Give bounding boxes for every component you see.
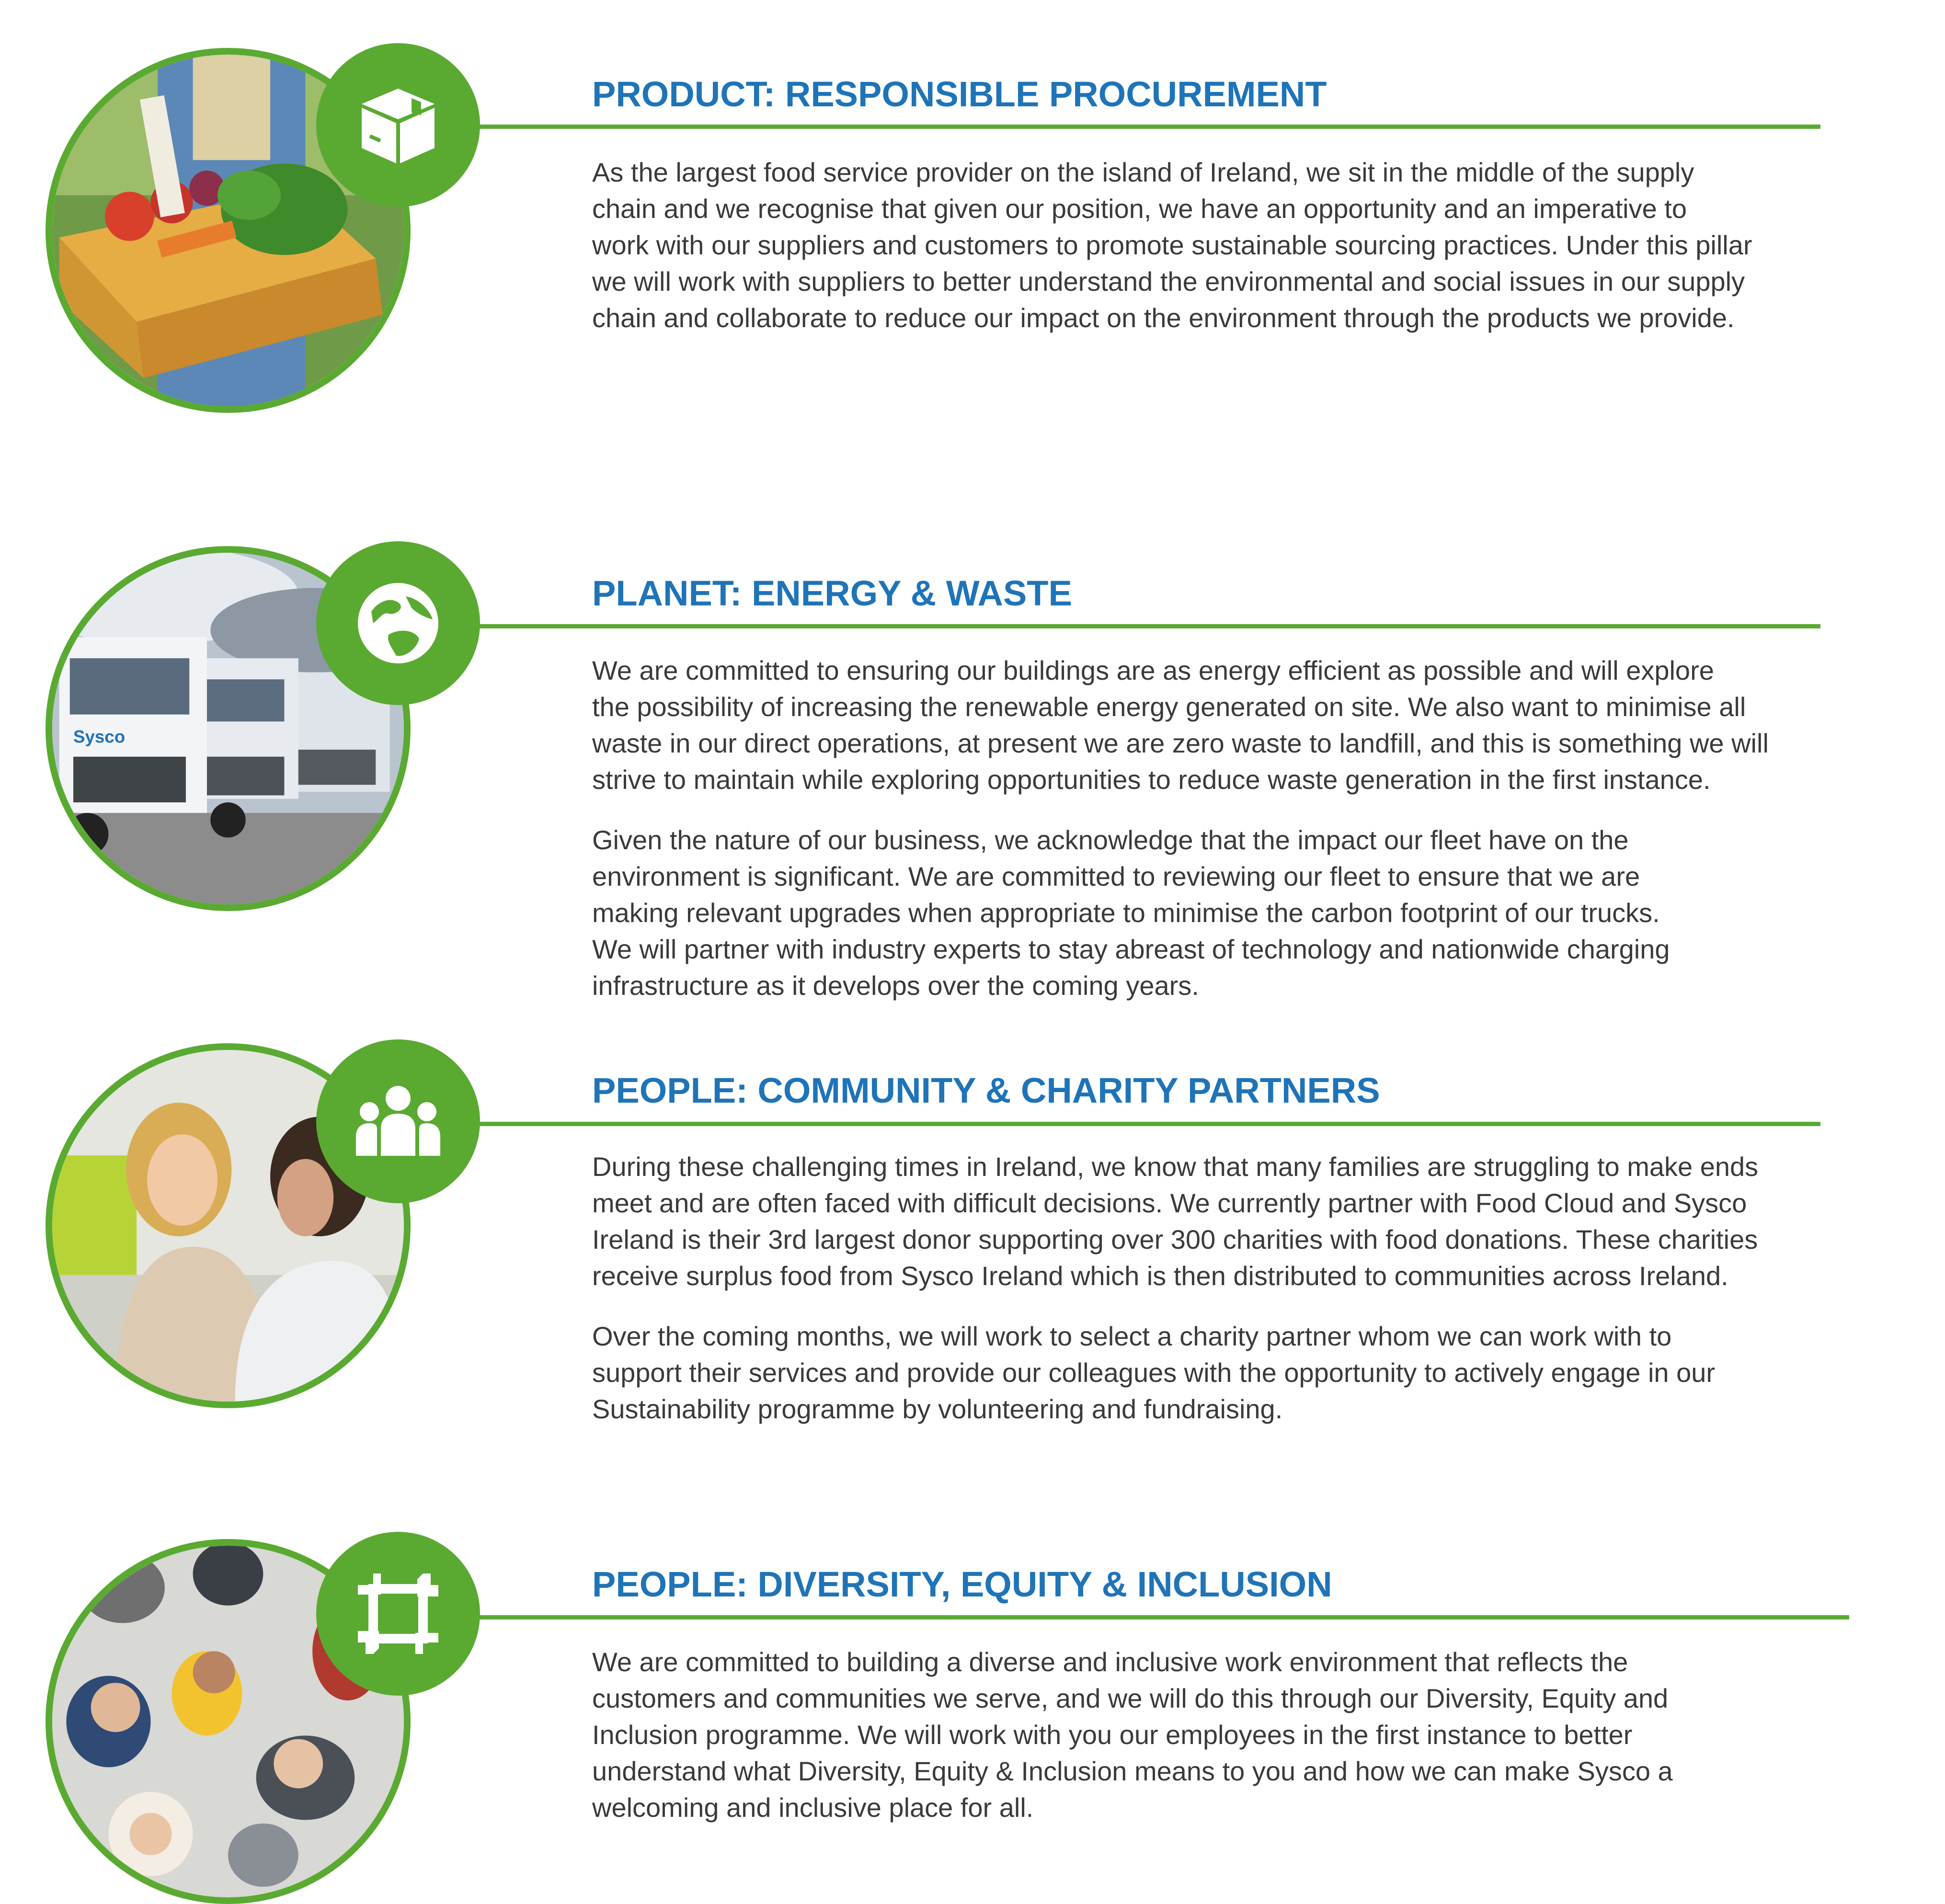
- hands-circle-icon: [350, 1566, 446, 1662]
- diversity-badge: [316, 1532, 480, 1696]
- section-heading: PRODUCT: RESPONSIBLE PROCUREMENT: [592, 74, 1327, 114]
- section-body: [592, 652, 1819, 1004]
- paragraph: During these challenging times in Ireland, we know that many families are struggling to make ends meet and are often faced with difficult decisions. We currently partner with Food Cloud and Sysco Ireland is their 3rd largest donor supporting over 300 charities with food donations. These charities receive surplus food from Sysco Ireland which is then distributed to communities across Ireland.: [592, 1152, 1759, 1291]
- section-body: [592, 1644, 1819, 1826]
- paragraph: Over the coming months, we will work to select a charity partner whom we can work with to support their services and provide our colleagues with the opportunity to actively engage in our Sustainability programme by volunteering and fundraising.: [592, 1321, 1716, 1424]
- section-divider: [478, 624, 1820, 628]
- section-divider: [478, 1122, 1820, 1126]
- section-body: [592, 154, 1819, 336]
- paragraph: Given the nature of our business, we acknowledge that the impact our fleet have on the environment is significant. We are committed to reviewing our fleet to ensure that we are making relevant upgrades when appropriate to minimise the carbon footprint of our trucks. We will partner with industry experts to stay abreast of technology and nationwide charging infrastructure as it develops over the coming years.: [592, 825, 1670, 1001]
- product-badge: [316, 43, 480, 207]
- community-badge: [316, 1039, 480, 1203]
- globe-icon: [350, 575, 446, 671]
- section-heading: PLANET: ENERGY & WASTE: [592, 573, 1072, 613]
- section-heading: PEOPLE: DIVERSITY, EQUITY & INCLUSION: [592, 1564, 1332, 1604]
- section-heading: PEOPLE: COMMUNITY & CHARITY PARTNERS: [592, 1071, 1380, 1110]
- section-body: [592, 1149, 1819, 1427]
- paragraph: As the largest food service provider on the island of Ireland, we sit in the middle of the supply chain and we recognise that given our position, we have an opportunity and an imperative to work with our suppliers and customers to promote sustainable sourcing practices. Under this pillar we will work with suppliers to better understand the environmental and social issues in our supply chain and collaborate to reduce our impact on the environment through the products we provide.: [592, 157, 1752, 333]
- people-group-icon: [350, 1073, 446, 1169]
- truck-logo-text: Sysco: [73, 727, 126, 747]
- box-icon: [350, 77, 446, 173]
- section-divider: [478, 1615, 1849, 1619]
- paragraph: We are committed to building a diverse and inclusive work environment that reflects the customers and communities we serve, and we will do this through our Diversity, Equity and Inclusion programme. We will work with you our employees in the first instance to better understand what Diversity, Equity & Inclusion means to you and how we can make Sysco a welcoming and inclusive place for all.: [592, 1647, 1673, 1823]
- paragraph: We are committed to ensuring our buildings are as energy efficient as possible and will explore the possibility of increasing the renewable energy generated on site. We also want to minimise all waste in our direct operations, at present we are zero waste to landfill, and this is something we will strive to maintain while exploring opportunities to reduce waste generation in the first instance.: [592, 655, 1769, 795]
- planet-badge: [316, 541, 480, 705]
- section-divider: [478, 125, 1820, 129]
